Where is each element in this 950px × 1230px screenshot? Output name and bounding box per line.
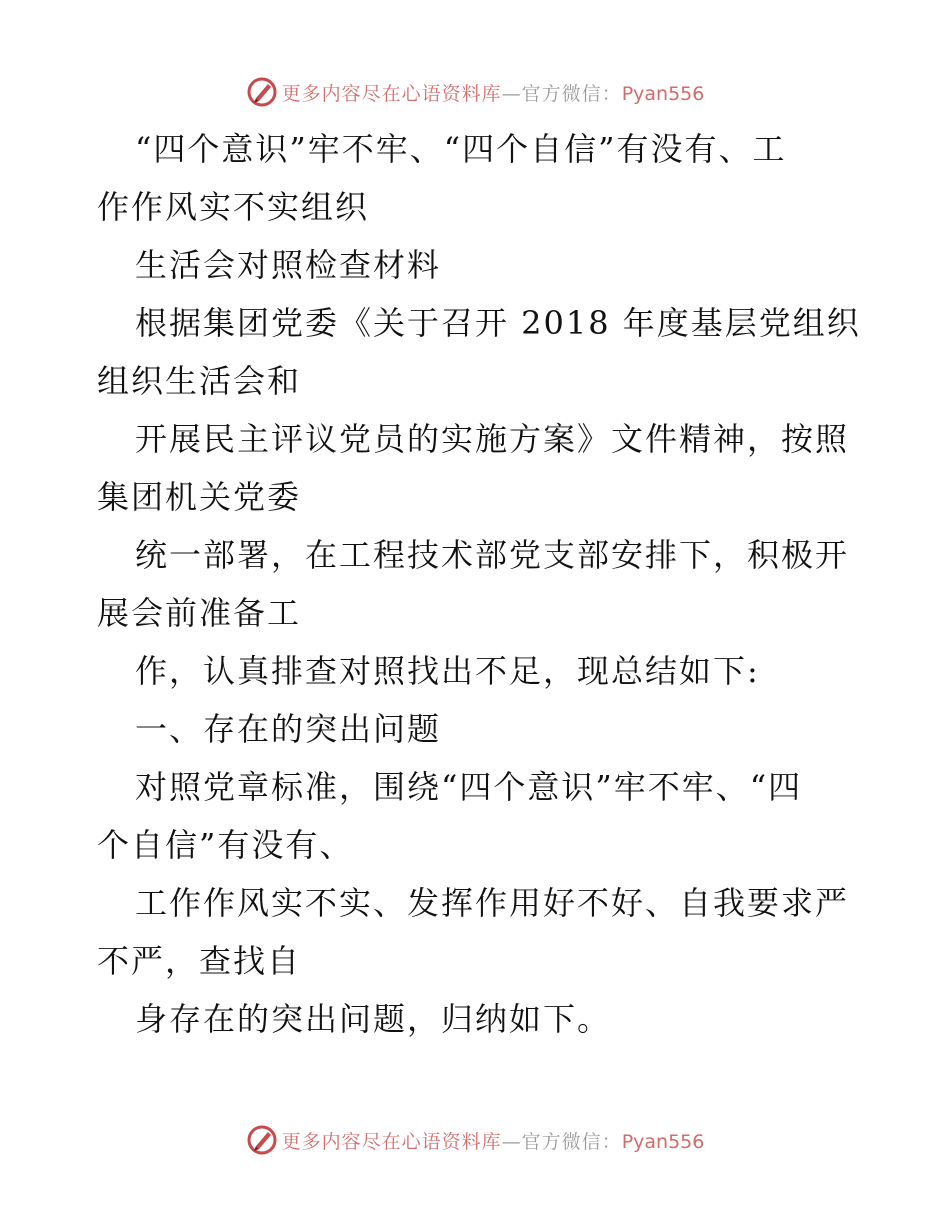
text-line: 根据集团党委《关于召开 2018 年度基层党组织 (135, 304, 861, 342)
text-line: 作作风实不实组织 (97, 188, 370, 226)
watermark-brand: 更多内容尽在心语资料库 (281, 1130, 502, 1153)
text-line: 作，认真排查对照找出不足，现总结如下: (135, 652, 760, 690)
section-heading: 一、存在的突出问题 (135, 710, 442, 748)
watermark-label (282, 1127, 705, 1154)
watermark-official: 官方微信： (521, 82, 622, 105)
text-line: 集团机关党委 (97, 478, 302, 516)
watermark-wechat-id: Pyan556 (621, 1130, 705, 1153)
text-line: 生活会对照检查材料 (135, 246, 442, 284)
footer-watermark (0, 1120, 950, 1160)
text-line: 展会前准备工 (97, 594, 302, 632)
text-line: 身存在的突出问题，归纳如下。 (135, 1000, 612, 1038)
text-line: 不严，查找自 (97, 942, 302, 980)
text-line: 组织生活会和 (97, 362, 302, 400)
text-line: 开展民主评议党员的实施方案》文件精神，按照 (135, 420, 850, 458)
text-line: “四个意识”牢不牢、“四个自信”有没有、工 (135, 130, 787, 168)
pen-logo-icon (246, 1124, 278, 1156)
document-body (97, 120, 861, 1048)
watermark-separator: — (501, 82, 522, 105)
watermark-wechat-id: Pyan556 (621, 82, 705, 105)
watermark-separator: — (501, 1130, 522, 1153)
header-watermark (0, 72, 950, 112)
watermark-label (282, 79, 705, 106)
text-line: 工作作风实不实、发挥作用好不好、自我要求严 (135, 884, 850, 922)
watermark-brand: 更多内容尽在心语资料库 (281, 82, 502, 105)
pen-logo-icon (246, 76, 278, 108)
text-line: 统一部署，在工程技术部党支部安排下，积极开 (135, 536, 850, 574)
text-line: 个自信”有没有、 (97, 826, 354, 864)
text-line: 对照党章标准，围绕“四个意识”牢不牢、“四 (135, 768, 803, 806)
watermark-official: 官方微信： (521, 1130, 622, 1153)
